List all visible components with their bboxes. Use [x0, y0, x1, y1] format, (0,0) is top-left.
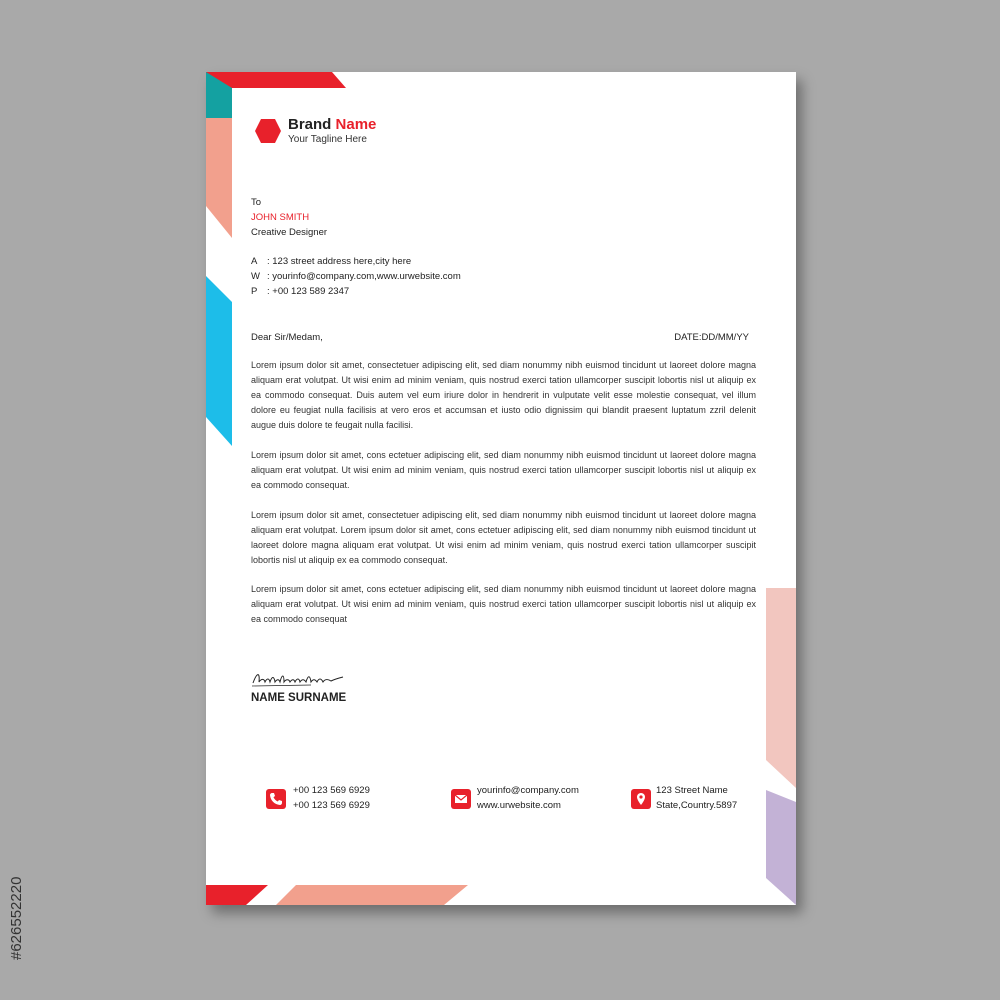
contact-web-row [251, 271, 461, 282]
letter-date: DATE:DD/MM/YY [674, 332, 749, 343]
brand-name-part1: Brand [288, 116, 332, 133]
contact-web-key: W [251, 271, 260, 282]
contact-phone-value: : +00 123 589 2347 [267, 286, 350, 297]
contact-address-row [251, 256, 411, 267]
stock-id-label [8, 760, 38, 960]
pink-right-block [766, 588, 796, 788]
body-paragraph-3: Lorem ipsum dolor sit amet, consectetuer adipiscing elit, sed diam nonummy nibh euismod tincidunt ut laoreet dolore magna aliquam erat volutpat. Lorem ipsum dolor sit amet, cons ectetuer adipiscing elit, sed diam nonummy nibh euismod tincidunt ut laoreet dolore magna aliquam erat volutpat. Ut wisi enim ad minim veniam, quis nostrud exerci tation ullamcorper suscipit lobortis nisl ut aliquip ex ea commodo consequat. [251, 510, 756, 565]
footer-address-line2: State,Country.5897 [656, 800, 738, 811]
contact-address-key: A [251, 256, 258, 267]
envelope-icon [451, 789, 471, 809]
footer-address-line1: 123 Street Name [656, 785, 728, 796]
contact-web-value: : yourinfo@company.com,www.urwebsite.com [267, 271, 461, 282]
letterhead-page [206, 72, 796, 905]
footer-email-line1: yourinfo@company.com [477, 785, 579, 796]
stock-id-text: #626552220 [8, 876, 25, 960]
recipient-name: JOHN SMITH [251, 212, 310, 223]
brand-name-part2: Name [335, 116, 377, 133]
handwritten-signature [251, 670, 346, 688]
contact-phone-key: P [251, 286, 258, 297]
salmon-bottom-band [276, 885, 468, 905]
body-paragraph-4: Lorem ipsum dolor sit amet, cons ectetuer adipiscing elit, sed diam nonummy nibh euismod tincidunt ut laoreet dolore magna aliquam erat volutpat. Ut wisi enim ad minim veniam, quis nostrud exerci tation ullamcorper suscipit lobortis nisl ut aliquip ex ea commodo consequat [251, 584, 756, 624]
footer-phone-line2: +00 123 569 6929 [293, 800, 370, 811]
body-paragraph-2: Lorem ipsum dolor sit amet, cons ectetuer adipiscing elit, sed diam nonummy nibh euismod tincidunt ut laoreet dolore magna aliquam erat volutpat. Ut wisi enim ad minim veniam, quis nostrud exerci tation ullamcorper suscipit lobortis nisl ut aliquip ex ea commodo consequat. [251, 450, 756, 490]
salmon-left-block [206, 118, 232, 238]
red-bottom-band [206, 885, 268, 905]
contact-address-value: : 123 street address here,city here [267, 256, 412, 267]
signer-name: NAME SURNAME [251, 692, 347, 704]
footer-email-line2: www.urwebsite.com [477, 800, 561, 811]
to-label: To [251, 197, 262, 208]
contact-phone-row [251, 286, 349, 297]
lavender-right-block [766, 790, 796, 905]
brand-name [288, 116, 376, 133]
cyan-left-block [206, 276, 232, 446]
recipient-title: Creative Designer [251, 227, 328, 238]
brand-tagline: Your Tagline Here [288, 134, 367, 145]
hexagon-logo-icon [254, 118, 282, 144]
footer-phone-line1: +00 123 569 6929 [293, 785, 370, 796]
greeting: Dear Sir/Medam, [251, 332, 323, 343]
location-pin-icon [631, 789, 651, 809]
phone-icon [266, 789, 286, 809]
body-paragraph-1: Lorem ipsum dolor sit amet, consectetuer adipiscing elit, sed diam nonummy nibh euismod tincidunt ut laoreet dolore magna aliquam erat volutpat. Ut wisi enim ad minim veniam, quis nostrud exerci tation ullamcorper suscipit lobortis nisl ut aliquip ex ea commodo consequat. Duis autem vel eum iriure dolor in hendrerit in vulputate velit esse molestie consequat, vel illum dolore eu feugiat nulla facilisis at vero eros et accumsan et iusto odio dignissim qui blandit praesent luptatum zzril delenit augue duis dolore te feugait nulla facilisi. [251, 360, 756, 430]
